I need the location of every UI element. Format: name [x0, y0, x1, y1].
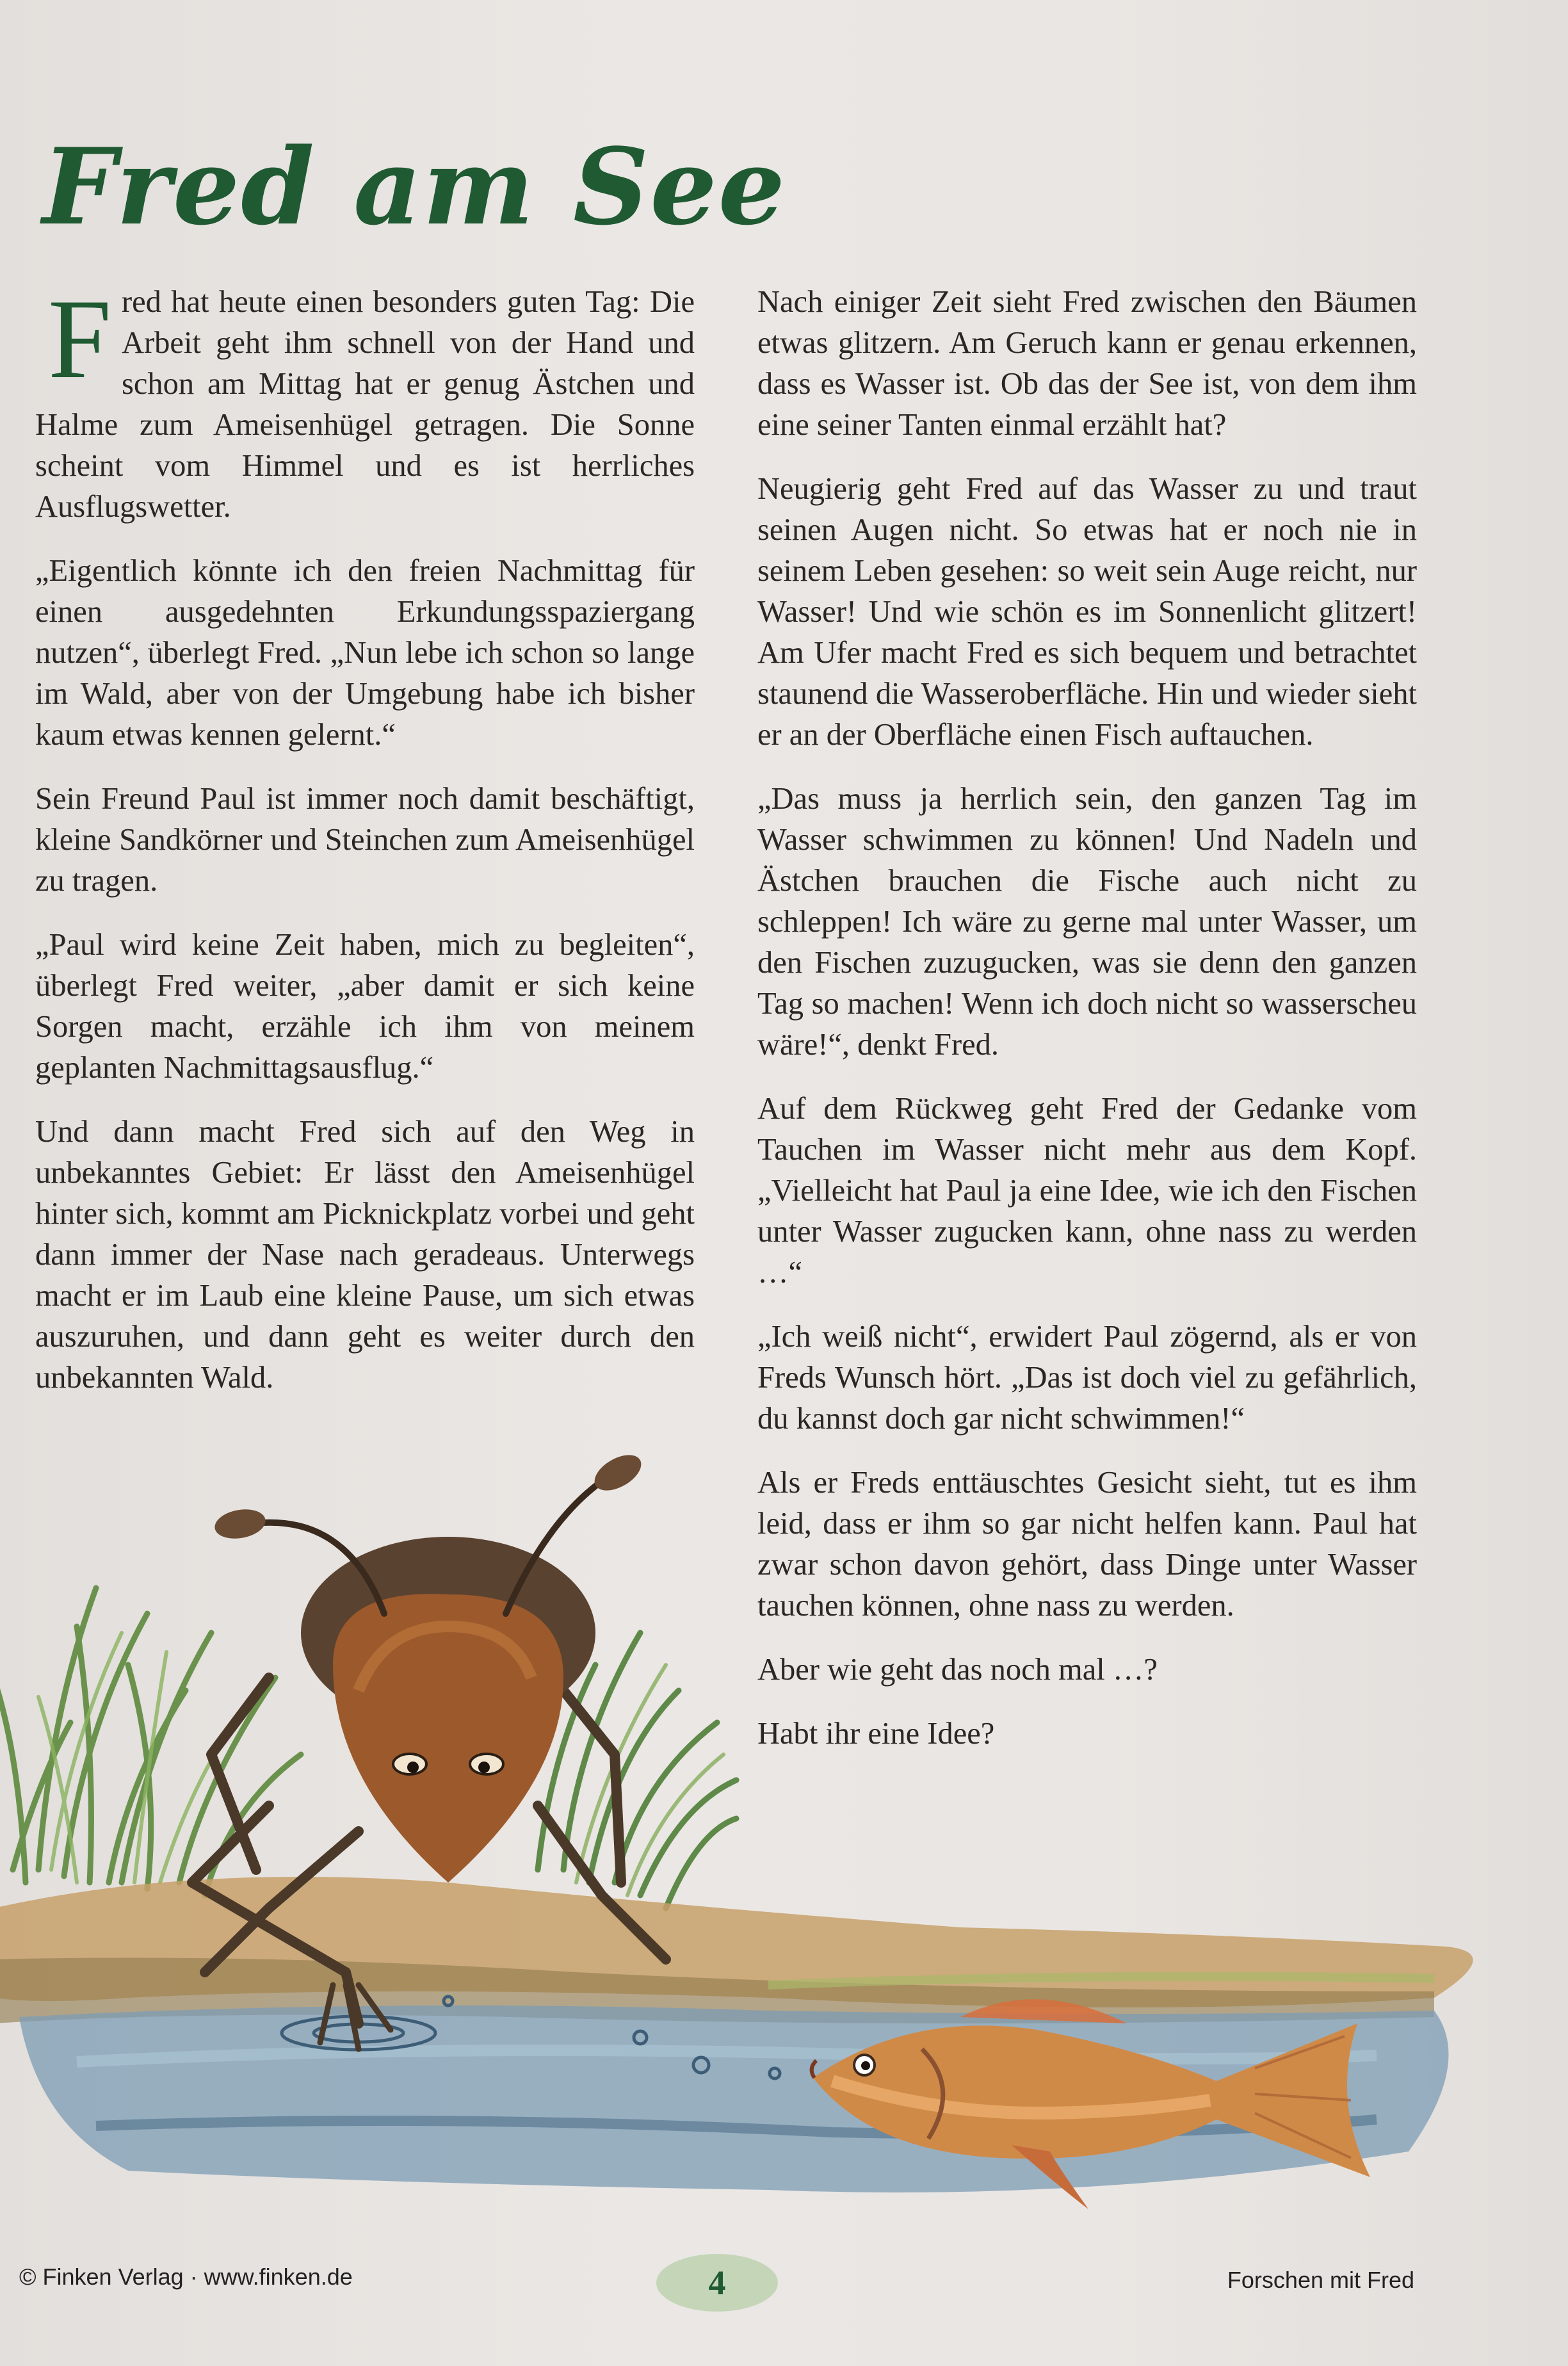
paragraph: [35, 275, 695, 528]
paragraph: Neugierig geht Fred auf das Wasser zu und traut seinen Augen nicht. So etwas hat er noch nie in seinem Leben gesehen: so weit sein Auge reicht, nur Wasser! Und wie schön es im Sonnenlicht glitzert! Am Ufer macht Fred es sich bequem und betrachtet staunend die Wasseroberfläche. Hin und wieder sieht er an der Oberfläche einen Fisch auftauchen.: [757, 472, 1417, 752]
paragraph: Aber wie geht das noch mal …?: [757, 1653, 1158, 1687]
paragraph: Sein Freund Paul ist immer noch damit beschäftigt, kleine Sandkörner und Steinchen zum Ameisenhügel zu tragen.: [35, 782, 695, 898]
illustration-ant-and-fish: [0, 1422, 1568, 2254]
drop-cap: F: [48, 275, 111, 402]
paragraph: Und dann macht Fred sich auf den Weg in unbekanntes Gebiet: Er lässt den Ameisenhügel hinter sich, kommt am Picknickplatz vorbei und geht dann immer der Nase nach geradeaus. Unterwegs macht er im Laub eine kleine Pause, um sich etwas auszuruhen, und dann geht es weiter durch den unbekannten Wald.: [35, 1115, 695, 1395]
paragraph: Habt ihr eine Idee?: [757, 1717, 995, 1751]
left-text-column: [35, 275, 695, 1422]
paragraph: Auf dem Rückweg geht Fred der Gedanke vom Tauchen im Wasser nicht mehr aus dem Kopf. „Vielleicht hat Paul ja eine Idee, wie ich den Fischen unter Wasser zugucken kann, ohne nass zu werden …“: [757, 1092, 1417, 1290]
paragraph: „Ich weiß nicht“, erwidert Paul zögernd, als er von Freds Wunsch hört. „Das ist doch viel zu gefährlich, du kannst doch gar nicht schwimmen!“: [757, 1320, 1417, 1436]
page-title: Fred am See: [42, 125, 787, 248]
paragraph: Nach einiger Zeit sieht Fred zwischen den Bäumen etwas glitzern. Am Geruch kann er genau erkennen, dass es Wasser ist. Ob das der See ist, von dem ihm eine seiner Tanten einmal erzählt hat?: [757, 285, 1417, 442]
paragraph: „Eigentlich könnte ich den freien Nachmittag für einen ausgedehnten Erkundungsspaziergang nutzen“, überlegt Fred. „Nun lebe ich schon so lange im Wald, aber von der Umgebung habe ich bisher kaum etwas kennen gelernt.“: [35, 554, 695, 752]
paragraph: Als er Freds enttäuschtes Gesicht sieht, tut es ihm leid, dass er ihm so gar nicht helfen kann. Paul hat zwar schon davon gehört, dass Dinge unter Wasser tauchen können, ohne nass zu werden.: [757, 1466, 1417, 1623]
paragraph-text: red hat heute einen besonders guten Tag: Die Arbeit geht ihm schnell von der Hand und schon am Mittag hat er genug Ästchen und Halme zum Ameisenhügel getragen. Die Sonne scheint vom Himmel und es ist herrliches Ausflugswetter.: [35, 285, 695, 524]
paragraph: „Paul wird keine Zeit haben, mich zu begleiten“, überlegt Fred weiter, „aber damit er sich keine Sorgen macht, erzähle ich ihm von meinem geplanten Nachmittagsausflug.“: [35, 928, 695, 1085]
grass-left: [0, 1588, 301, 1895]
page-number-badge: [653, 2248, 781, 2318]
grass-right-light: [576, 1665, 723, 1895]
publisher-credit: © Finken Verlag · www.finken.de: [19, 2264, 353, 2290]
paragraph: „Das muss ja herrlich sein, den ganzen Tag im Wasser schwimmen zu können! Und Nadeln und Ästchen brauchen die Fische auch nicht zu schleppen! Ich wäre zu gerne mal unter Wasser, um den Fischen zuzugucken, was sie denn den ganzen Tag so machen! Wenn ich doch nicht so wasserscheu wäre!“, denkt Fred.: [757, 782, 1417, 1062]
page-number: 4: [708, 2264, 726, 2302]
series-name: Forschen mit Fred: [1227, 2267, 1414, 2293]
